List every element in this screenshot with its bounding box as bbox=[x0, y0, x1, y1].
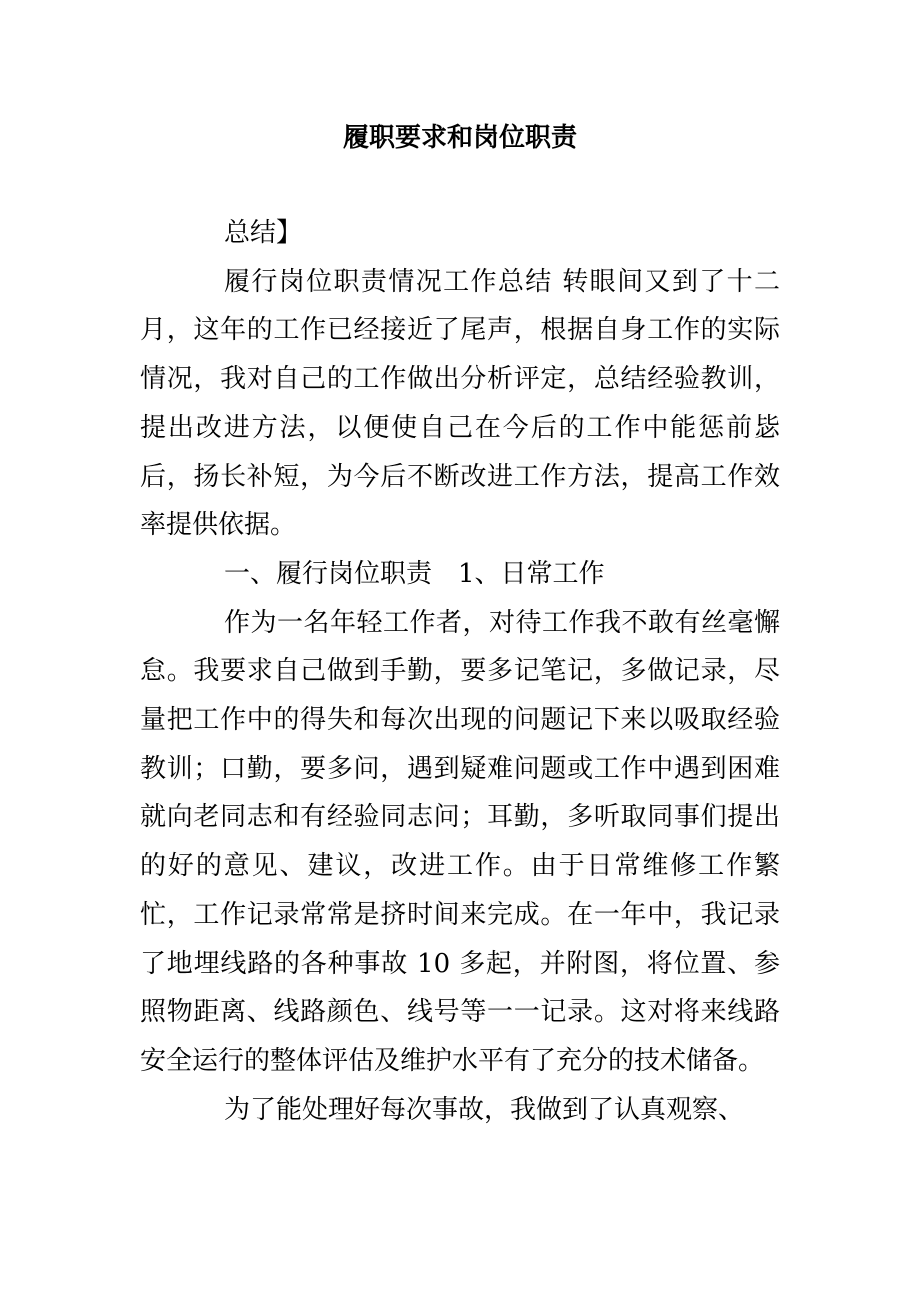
document-body bbox=[140, 209, 780, 1134]
paragraph-accident-handling: 为了能处理好每次事故，我做到了认真观察、 bbox=[224, 1094, 745, 1125]
document-title: 履职要求和岗位职责 bbox=[342, 123, 577, 153]
paragraph-intro: 履行岗位职责情况工作总结 转眼间又到了十二月，这年的工作已经接近了尾声，根据自身工作的实际情况，我对自己的工作做出分析评定，总结经验教训，提出改进方法，以便使自己在今后的工作中能惩前毖后，扬长补短，为今后不断改进工作方法，提高工作效率提供依据。 bbox=[140, 266, 780, 541]
paragraph-summary-label: 总结】 bbox=[224, 218, 303, 248]
section-heading-duties: 一、履行岗位职责 1、日常工作 bbox=[224, 558, 605, 589]
paragraph-daily-work: 作为一名年轻工作者，对待工作我不敢有丝毫懈怠。我要求自己做到手勤，要多记笔记，多做记录，尽量把工作中的得失和每次出现的问题记下来以吸取经验教训；口勤，要多问，遇到疑难问题或工作中遇到困难就向老同志和有经验同志问；耳勤，多听取同事们提出的好的意见、建议，改进工作。由于日常维修工作繁忙，工作记录常常是挤时间来完成。在一年中，我记录了地埋线路的各种事故 10 多起，并附图，将位置、参照物距离、线路颜色、线号等一一记录。这对将来线路安全运行的整体评估及维护水平有了充分的技术储备。 bbox=[140, 607, 780, 1076]
